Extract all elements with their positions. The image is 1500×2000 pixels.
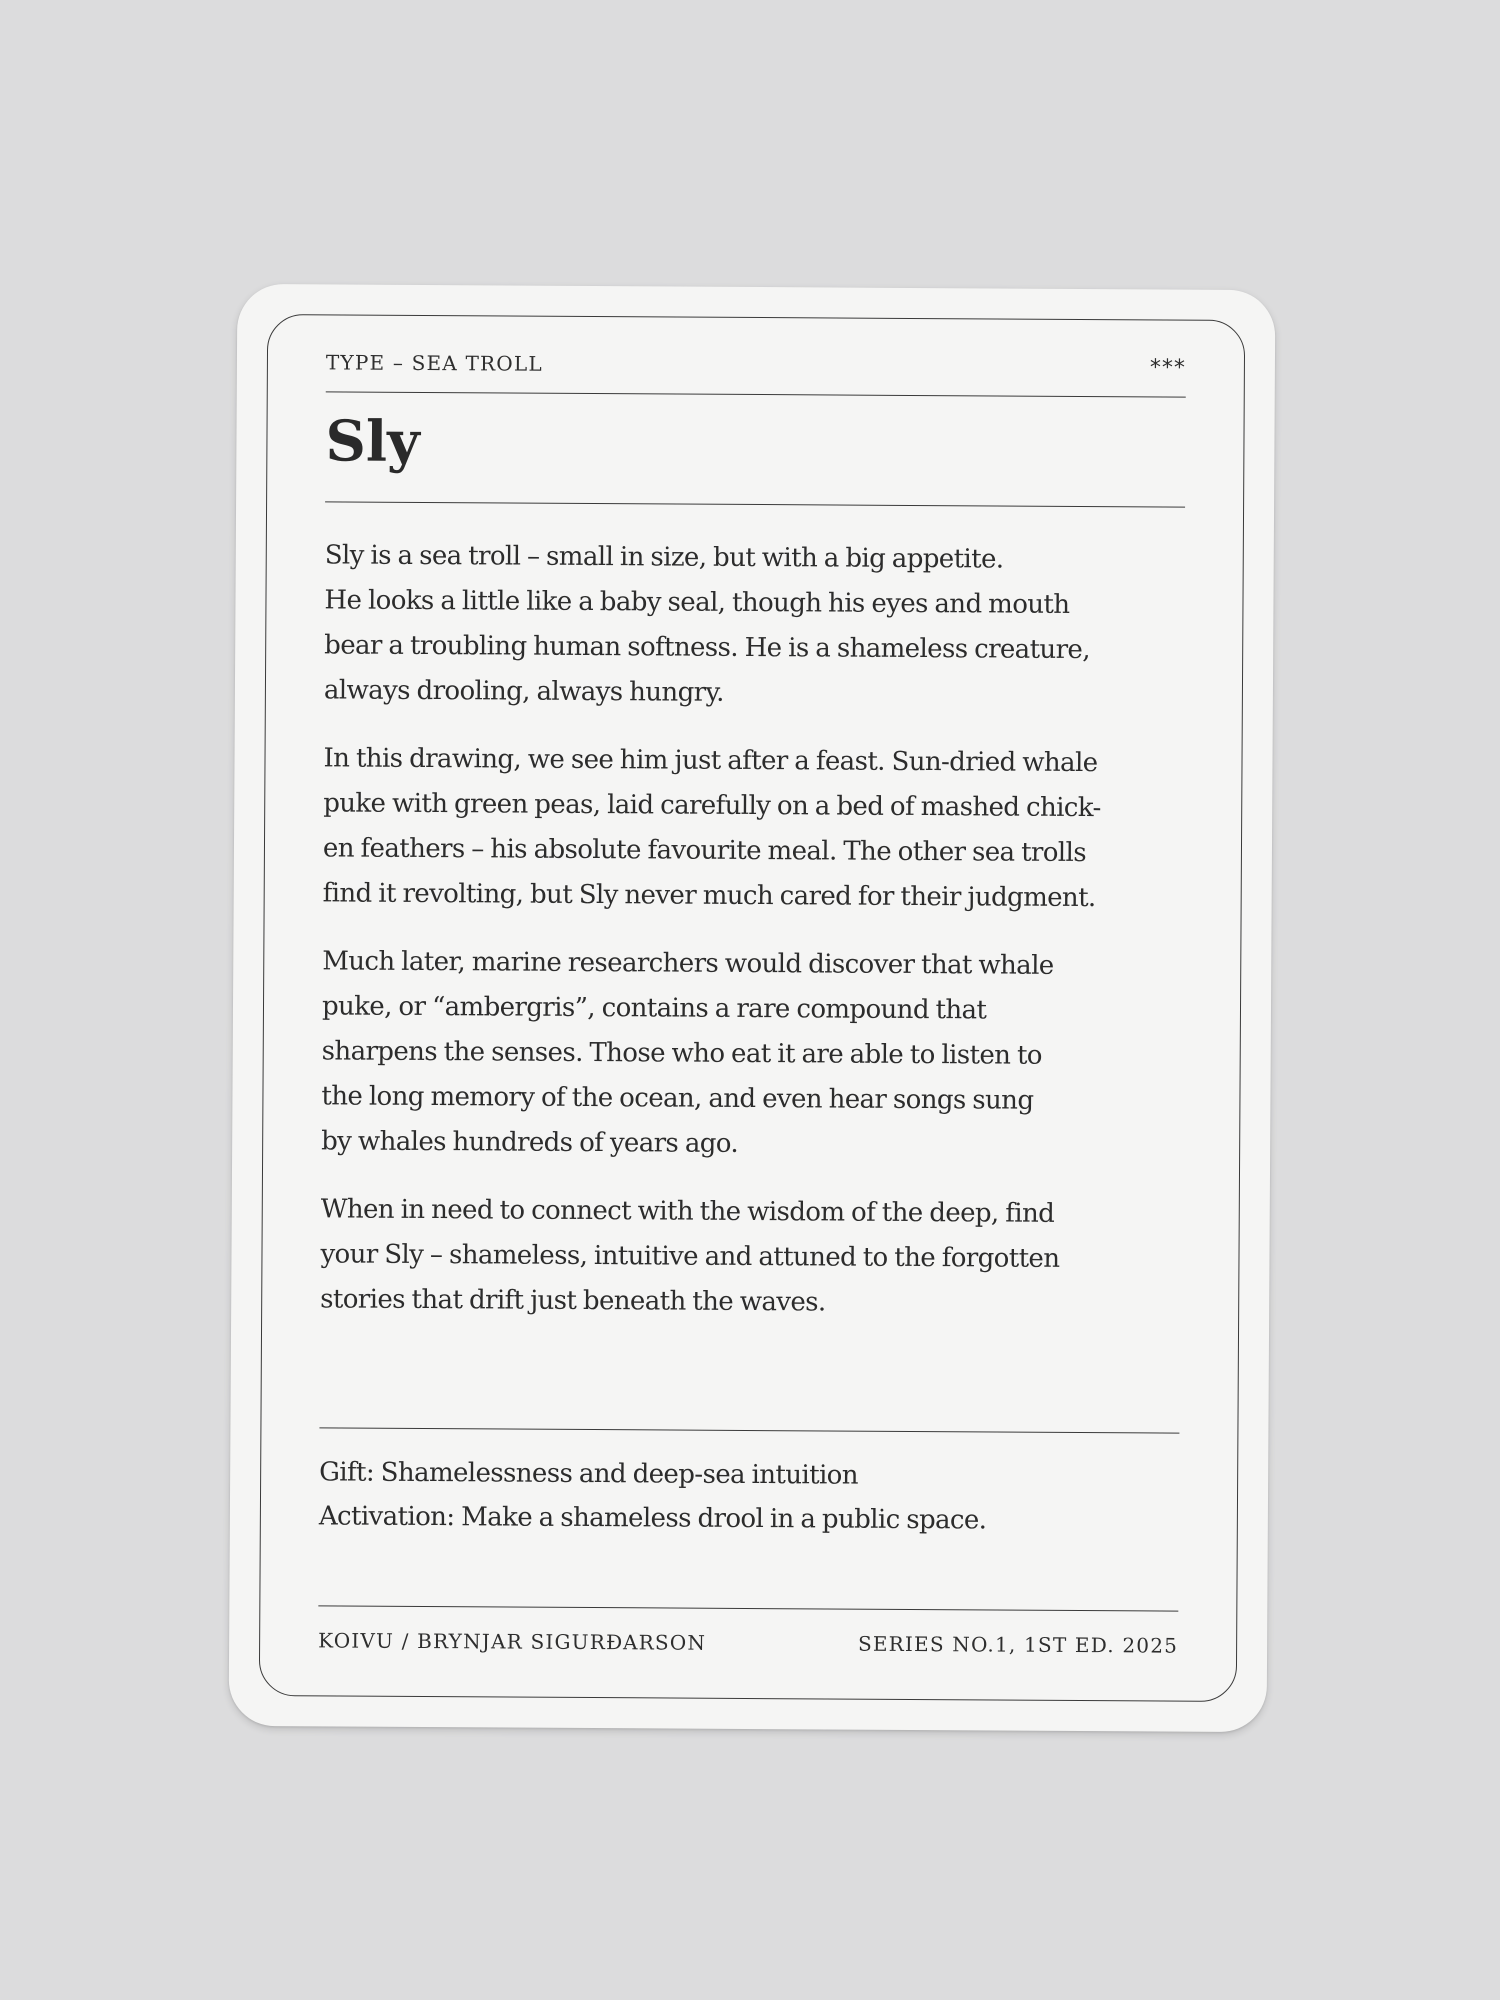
description-paragraph-2: In this drawing, we see him just after a feast. Sun-dried whale puke with green peas, laid carefully on a bed of mashed chick- en feathers – his absolute favourite meal. The other sea trolls find it revolting, but Sly never much cared for their judgment. — [322, 743, 1101, 914]
description-paragraph-3: Much later, marine researchers would discover that whale puke, or “ambergris”, contains a rare compound that sharpens the senses. Those who eat it are able to listen to the long memory of the ocean, and even hear songs sung by whales hundreds of years ago. — [321, 946, 1054, 1159]
rating-stars: *** — [1149, 354, 1186, 381]
footer-divider — [318, 1605, 1178, 1611]
creature-card — [229, 284, 1276, 1732]
card-header — [326, 347, 1186, 382]
card-footer — [318, 1625, 1178, 1660]
header-divider — [326, 391, 1186, 397]
gift-line: Gift: Shamelessness and deep-sea intuition — [319, 1457, 859, 1491]
series-edition: SERIES NO.1, 1ST ED. 2025 — [857, 1631, 1179, 1658]
gift-divider — [319, 1427, 1179, 1433]
activation-line: Activation: Make a shameless drool in a public space. — [318, 1501, 987, 1536]
card-content — [318, 315, 1186, 1700]
type-label: TYPE – SEA TROLL — [325, 350, 543, 376]
description-paragraph-1: Sly is a sea troll – small in size, but with a big appetite. He looks a little like a baby seal, though his eyes and mouth bear a troubling human softness. He is a shameless creature, always drooling, always hungry. — [323, 540, 1091, 708]
card-title: Sly — [325, 408, 420, 475]
card-description — [320, 533, 1185, 1350]
title-divider — [325, 501, 1185, 507]
publisher-credit: KOIVU / BRYNJAR SIGURÐARSON — [318, 1628, 707, 1655]
card-frame — [259, 314, 1245, 1702]
description-paragraph-4: When in need to connect with the wisdom of the deep, find your Sly – shameless, intuitive and attuned to the forgotten stories that drift just beneath the waves. — [320, 1194, 1060, 1318]
gift-section — [319, 1450, 1180, 1543]
